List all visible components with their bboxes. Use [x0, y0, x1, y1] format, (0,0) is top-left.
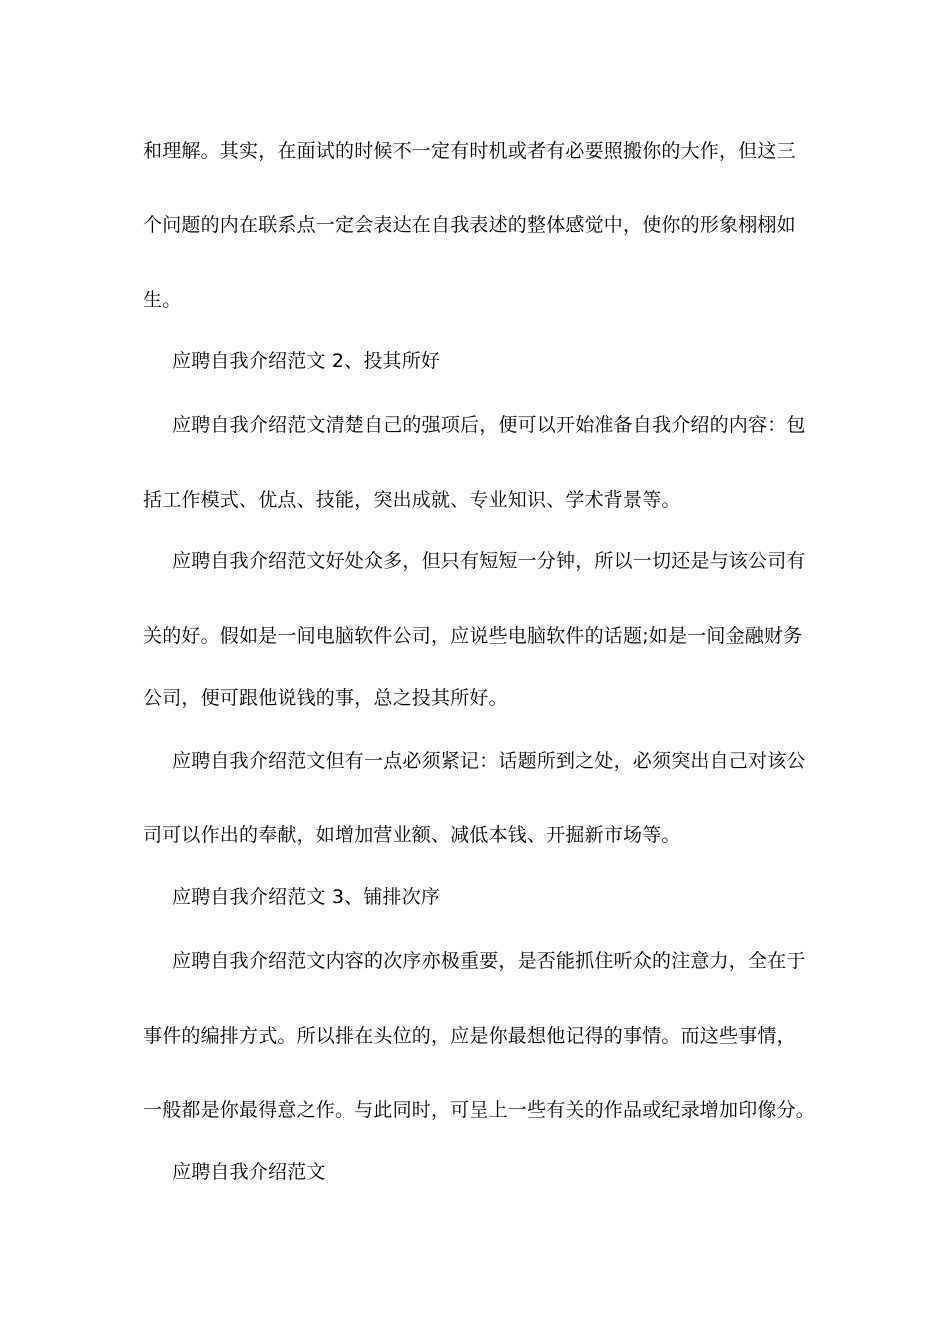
section-heading: 应聘自我介绍范文 2、投其所好: [172, 350, 441, 372]
section-heading: 应聘自我介绍范文: [172, 1161, 326, 1183]
paragraph-line: 应聘自我介绍范文但有一点必须紧记：话题所到之处，必须突出自己对该公: [172, 750, 806, 772]
paragraph-line: 括工作模式、优点、技能，突出成就、专业知识、学术背景等。: [143, 489, 681, 511]
paragraph-line: 应聘自我介绍范文清楚自己的强项后，便可以开始准备自我介绍的内容：包: [172, 414, 806, 436]
paragraph-line: 应聘自我介绍范文内容的次序亦极重要，是否能抓住听众的注意力，全在于: [172, 950, 806, 972]
paragraph-line: 一般都是你最得意之作。与此同时，可呈上一些有关的作品或纪录增加印像分。: [143, 1099, 816, 1121]
paragraph-line: 和理解。其实，在面试的时候不一定有时机或者有必要照搬你的大作，但这三: [143, 140, 796, 162]
paragraph-line: 事件的编排方式。所以排在头位的，应是你最想他记得的事情。而这些事情，: [143, 1025, 796, 1047]
paragraph-line: 关的好。假如是一间电脑软件公司，应说些电脑软件的话题;如是一间金融财务: [143, 625, 803, 647]
paragraph-line: 司可以作出的奉献，如增加营业额、减低本钱、开掘新市场等。: [143, 824, 681, 846]
paragraph-line: 个问题的内在联系点一定会表达在自我表述的整体感觉中，使你的形象栩栩如: [143, 214, 796, 236]
paragraph-line: 生。: [143, 289, 182, 311]
paragraph-line: 公司，便可跟他说钱的事，总之投其所好。: [143, 687, 508, 709]
section-heading: 应聘自我介绍范文 3、铺排次序: [172, 886, 441, 908]
paragraph-line: 应聘自我介绍范文好处众多，但只有短短一分钟，所以一切还是与该公司有: [172, 550, 806, 572]
